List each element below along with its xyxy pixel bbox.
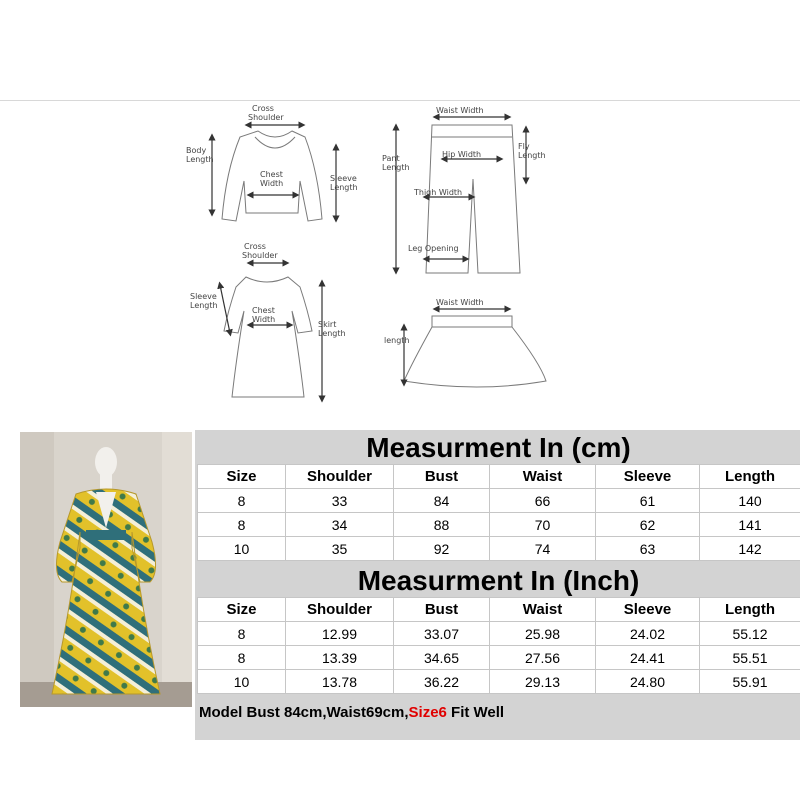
cell-bust: 92 (394, 537, 490, 561)
header-waist: Waist (490, 598, 596, 622)
cell-sleeve: 24.02 (596, 622, 700, 646)
cell-length: 141 (700, 513, 800, 537)
label-thigh-width: Thigh Width (414, 188, 463, 197)
cell-bust: 33.07 (394, 622, 490, 646)
cm-size-table (197, 464, 800, 561)
cell-bust: 36.22 (394, 670, 490, 694)
cell-waist: 70 (490, 513, 596, 537)
cell-shoulder: 13.39 (286, 646, 394, 670)
table-row (198, 670, 800, 694)
inch-size-table-section (197, 564, 800, 694)
label-cross-shoulder-top: Cross Shoulder (248, 104, 284, 122)
cell-sleeve: 61 (596, 489, 700, 513)
cell-waist: 66 (490, 489, 596, 513)
table-row (198, 513, 800, 537)
label-skirt-length-short: length (384, 336, 410, 345)
label-hip-width: Hip Width (442, 150, 482, 159)
cell-waist: 29.13 (490, 670, 596, 694)
label-body-length: Body Length (186, 146, 214, 164)
cm-size-table-section (197, 431, 800, 561)
model-fit-note (199, 704, 504, 721)
cell-sleeve: 63 (596, 537, 700, 561)
header-size: Size (198, 598, 286, 622)
cell-length: 142 (700, 537, 800, 561)
cell-waist: 74 (490, 537, 596, 561)
header-bust: Bust (394, 465, 490, 489)
header-length: Length (700, 465, 800, 489)
cell-shoulder: 33 (286, 489, 394, 513)
label-leg-opening: Leg Opening (408, 244, 459, 253)
cell-sleeve: 24.41 (596, 646, 700, 670)
cell-shoulder: 34 (286, 513, 394, 537)
cell-bust: 88 (394, 513, 490, 537)
cell-sleeve: 24.80 (596, 670, 700, 694)
inch-size-table (197, 597, 800, 694)
cell-size: 8 (198, 646, 286, 670)
cell-size: 8 (198, 489, 286, 513)
note-prefix: Model Bust 84cm,Waist69cm, (199, 704, 409, 721)
cell-bust: 34.65 (394, 646, 490, 670)
label-sleeve-length-dress: Sleeve Length (190, 292, 218, 310)
table-header-row (198, 598, 800, 622)
label-waist-width-skirt: Waist Width (436, 298, 484, 307)
header-waist: Waist (490, 465, 596, 489)
measurement-diagrams (0, 100, 800, 423)
note-suffix: Fit Well (446, 704, 505, 721)
cell-size: 10 (198, 670, 286, 694)
cell-length: 140 (700, 489, 800, 513)
header-shoulder: Shoulder (286, 598, 394, 622)
label-skirt-length: Skirt Length (318, 320, 346, 338)
label-pant-length: Pant Length (382, 154, 410, 172)
header-length: Length (700, 598, 800, 622)
table-row (198, 537, 800, 561)
label-waist-width-pants: Waist Width (436, 106, 484, 115)
header-shoulder: Shoulder (286, 465, 394, 489)
header-sleeve: Sleeve (596, 598, 700, 622)
garment-diagrams-svg (0, 101, 800, 423)
header-sleeve: Sleeve (596, 465, 700, 489)
note-size-highlight: Size6 (408, 704, 447, 721)
label-chest-width-dress: Chest Width (252, 306, 276, 324)
label-fly-length: Fly Length (518, 142, 546, 160)
cell-size: 10 (198, 537, 286, 561)
cell-shoulder: 35 (286, 537, 394, 561)
table-row (198, 622, 800, 646)
cell-shoulder: 12.99 (286, 622, 394, 646)
cell-bust: 84 (394, 489, 490, 513)
table-header-row (198, 465, 800, 489)
cell-length: 55.12 (700, 622, 800, 646)
cell-sleeve: 62 (596, 513, 700, 537)
table-row (198, 489, 800, 513)
table-row (198, 646, 800, 670)
cell-shoulder: 13.78 (286, 670, 394, 694)
cm-table-title: Measurment In (cm) (197, 431, 800, 464)
cell-length: 55.91 (700, 670, 800, 694)
cell-length: 55.51 (700, 646, 800, 670)
header-bust: Bust (394, 598, 490, 622)
label-sleeve-length-top: Sleeve Length (330, 174, 358, 192)
cell-size: 8 (198, 622, 286, 646)
model-photo (20, 432, 192, 707)
cell-waist: 27.56 (490, 646, 596, 670)
dress-garment-shape (224, 277, 312, 397)
header-size: Size (198, 465, 286, 489)
label-cross-shoulder-dress: Cross Shoulder (242, 242, 278, 260)
inch-table-title: Measurment In (Inch) (197, 564, 800, 597)
cell-waist: 25.98 (490, 622, 596, 646)
cell-size: 8 (198, 513, 286, 537)
label-chest-width-top: Chest Width (260, 170, 284, 188)
